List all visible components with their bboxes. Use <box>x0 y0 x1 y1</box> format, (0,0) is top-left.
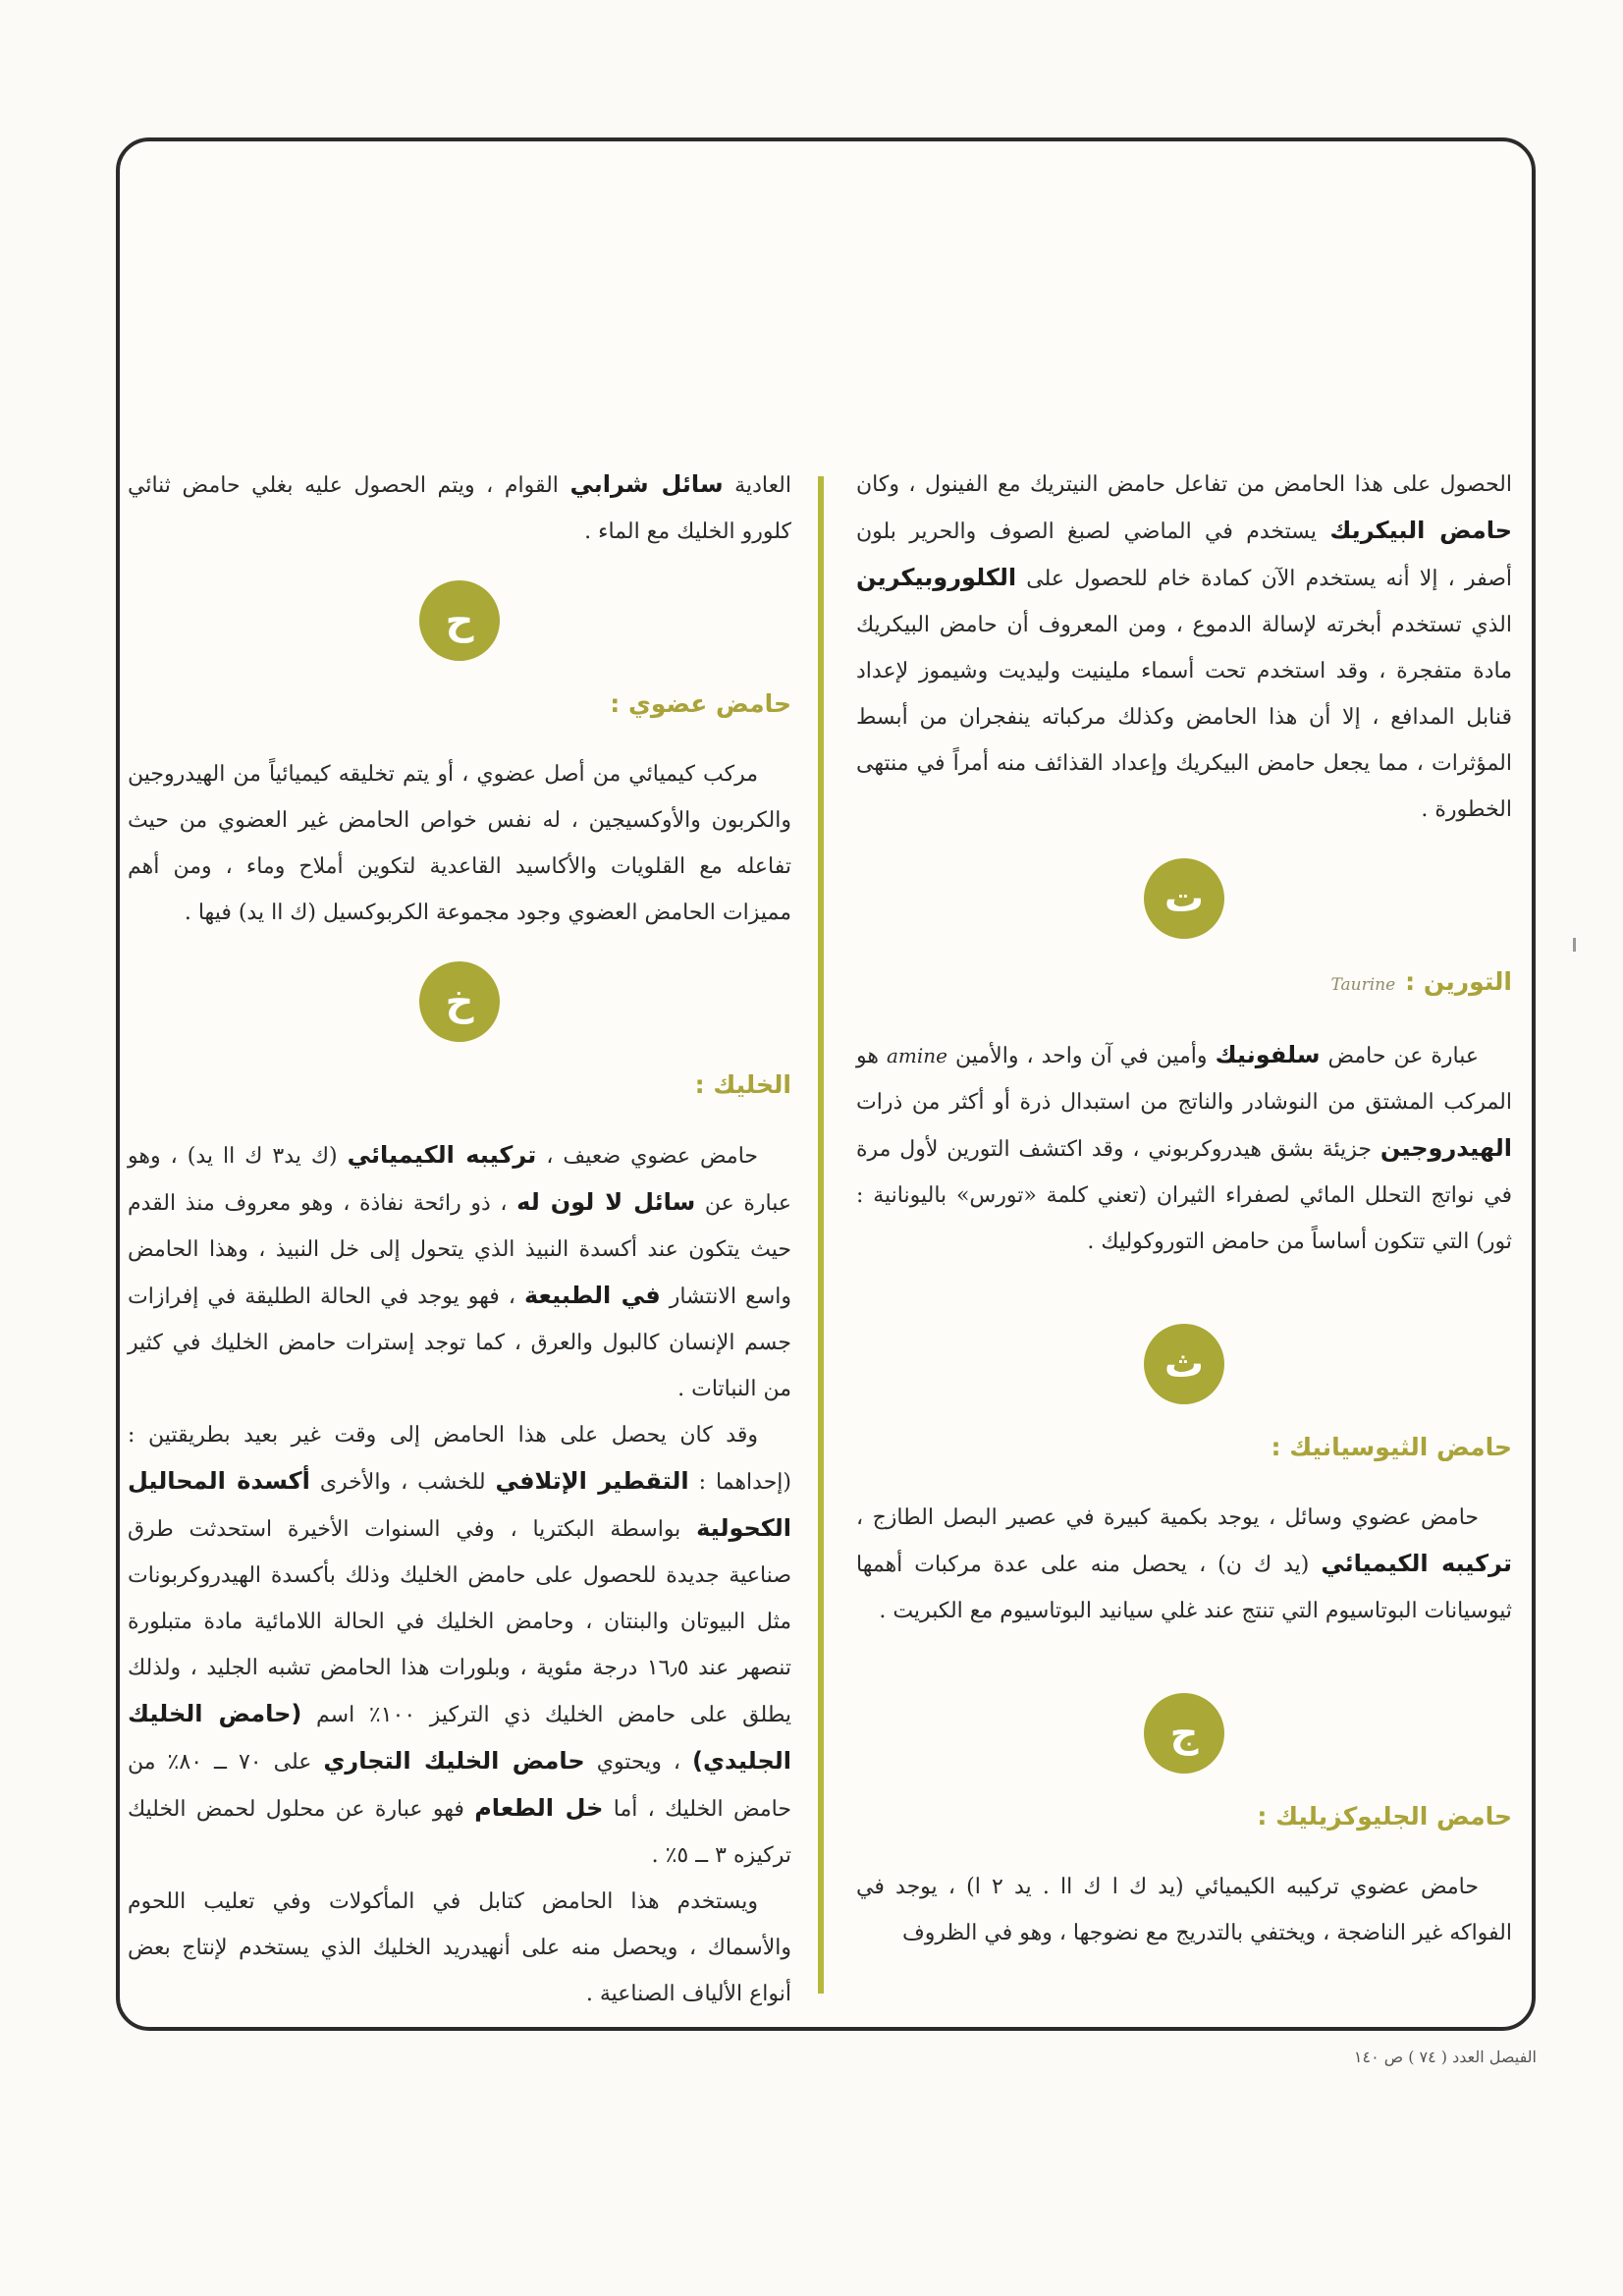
page-footer: الفيصل العدد ( ٧٤ ) ص ١٤٠ <box>1353 2048 1537 2066</box>
text-run: بواسطة البكتريا ، وفي السنوات الأخيرة استحدثت طرق صناعية جديدة للحصول على حامض الخليك وذلك بأكسدة الهيدروكربونات مثل البيوتان والبنتان ، وحامض الخليك في الحالة اللامائية مادة متبلورة تنصهر عند ١٦٫٥ درجة مئوية ، وبلورات هذا الحامض تشبه الجليد ، ولذلك يطلق على حامض الخليك ذي التركيز ١٠٠٪ اسم <box>128 1517 791 1727</box>
picric-acid-paragraph <box>856 462 1512 833</box>
letter-badge-kha: خ <box>419 961 500 1042</box>
text-run: الذي تستخدم أبخرته لإسالة الدموع ، ومن المعروف أن حامض البيكريك مادة متفجرة ، وقد استخدم تحت أسماء ملينيت وليديت وشيموز لإعداد قنابل المدافع ، إلا أن هذا الحامض وكذلك مركباته ينفجران من أبسط المؤثرات ، مما يجعل حامض البيكريك وإعداد القذائف منه أمراً في منتهى الخطورة . <box>856 613 1512 822</box>
organic-acid-paragraph: مركب كيميائي من أصل عضوي ، أو يتم تخليقه كيميائياً من الهيدروجين والكربون والأوكسيجين ، له نفس خواص الحامض غير العضوي من حيث تفاعله مع القلويات والأكاسيد القاعدية لتكوين أملاح وماء ، ومن أهم مميزات الحامض العضوي وجود مجموعة الكربوكسيل (ك اا يد) فيها . <box>128 762 791 925</box>
text-run: يستخدم في الماضي لصبغ الصوف والحرير بلون أصفر ، إلا أنه يستخدم الآن كمادة خام للحصول على <box>856 519 1512 591</box>
term-commercial-acetic-acid: حامض الخليك التجاري <box>323 1747 585 1775</box>
glyoxylic-continuation <box>128 462 791 555</box>
heading-thiocyanic: حامض الثيوسيانيك : <box>1271 1433 1512 1461</box>
text-run: هو المركب المشتق من النوشادر والناتج من استبدال ذرة أو أكثر من ذرات <box>856 1044 1512 1115</box>
text-run: ، فهو يوجد في الحالة الطليقة في إفرازات جسم الإنسان كالبول والعرق ، كما توجد إسترات حامض الخليك في كثير من النباتات . <box>128 1285 791 1401</box>
text-run: حامض عضوي تركيبه الكيميائي (يد ك ا ك اا . يد ٢ ا) ، يوجد في الفواكه غير الناضجة ، ويختفي بالتدريج مع نضوجها ، وهو في الظروف <box>856 1875 1512 1945</box>
term-glacial-acetic-acid: (حامض الخليك الجليدي) <box>128 1700 791 1775</box>
heading-text: التورين : <box>1405 967 1512 996</box>
heading-glyoxylic: حامض الجليوكزيليك : <box>1257 1802 1512 1831</box>
heading-acetic: الخليك : <box>694 1070 791 1099</box>
right-column <box>856 462 1512 1956</box>
heading-latin: Taurine <box>1330 975 1396 995</box>
term-chemical-formula: تركيبه الكيميائي <box>347 1141 537 1169</box>
edge-mark <box>1573 938 1576 952</box>
acetic-paragraph-3: ويستخدم هذا الحامض كتابل في المأكولات وفي تعليب اللحوم والأسماك ، ويحصل منه على أنهيدريد الخليك الذي يستخدم لإنتاج بعض أنواع الألياف الصناعية . <box>128 1889 791 2006</box>
text-run: ، ذو رائحة نفاذة ، وهو معروف منذ القدم حيث يتكون عند أكسدة النبيذ الذي يتحول إلى خل النبيذ ، وهذا الحامض واسع الانتشار <box>128 1191 791 1309</box>
latin-term-amine: amine <box>886 1044 947 1067</box>
text-run: العادية <box>723 473 791 498</box>
text-run: للخشب ، والأخرى <box>309 1470 496 1495</box>
text-run: القوام ، ويتم الحصول عليه بغلي حامض ثنائي كلورو الخليك مع الماء . <box>128 473 791 544</box>
acetic-paragraph-1 <box>128 1132 791 1412</box>
term-in-nature: في الطبيعة <box>523 1282 661 1309</box>
term-picric-acid: حامض البيكريك <box>1329 517 1513 544</box>
text-run: (ك يد٣ ك اا يد) ، وهو عبارة عن <box>128 1144 791 1216</box>
text-run: الحصول على هذا الحامض من تفاعل حامض النيتريك مع الفينول ، وكان <box>856 472 1512 497</box>
glyoxylic-paragraph <box>856 1864 1512 1956</box>
term-chemical-formula: تركيبه الكيميائي <box>1321 1550 1512 1577</box>
column-divider <box>818 476 824 1994</box>
taurine-paragraph <box>856 1032 1512 1265</box>
left-column <box>128 462 791 2017</box>
letter-badge-ta: ت <box>1144 858 1224 939</box>
heading-taurine <box>856 960 1512 1007</box>
thiocyanic-paragraph <box>856 1495 1512 1634</box>
letter-badge-ha: ح <box>419 580 500 661</box>
acetic-paragraph-2 <box>128 1412 791 1879</box>
term-syrupy-liquid: سائل شرابي <box>569 470 724 498</box>
text-run: وقد كان يحصل على هذا الحامض إلى وقت غير بعيد بطريقتين : (إحداهما : <box>128 1423 791 1495</box>
text-run: عبارة عن حامض <box>1320 1044 1480 1068</box>
text-run: حامض عضوي وسائل ، يوجد بكمية كبيرة في عصير البصل الطازج ، <box>856 1505 1479 1530</box>
term-hydrogen: الهيدروجين <box>1380 1134 1512 1162</box>
term-sulfonic: سلفونيك <box>1215 1041 1321 1068</box>
term-alcohol-oxidation: أكسدة المحاليل الكحولية <box>128 1467 791 1542</box>
term-chloropicrin: الكلوروبيكرين <box>856 564 1017 591</box>
heading-organic-acid: حامض عضوي : <box>610 689 791 718</box>
letter-badge-jim: ج <box>1144 1693 1224 1774</box>
term-colorless-liquid: سائل لا لون له <box>516 1188 696 1216</box>
term-table-vinegar: خل الطعام <box>474 1794 604 1822</box>
text-run: ، ويحتوي <box>584 1750 693 1775</box>
text-run: فهو عبارة عن محلول لحمض الخليك تركيزه ٣ ــ ٥٪ . <box>128 1797 791 1868</box>
text-run: وأمين في آن واحد ، والأمين <box>947 1044 1216 1068</box>
term-destructive-distillation: التقطير الإتلافي <box>495 1467 689 1495</box>
text-run: حامض عضوي ضعيف ، <box>536 1144 759 1169</box>
text-run: (يد ك ن) ، يحصل منه على عدة مركبات أهمها ثيوسيانات البوتاسيوم التي تنتج عند غلي سيانيد البوتاسيوم مع الكبريت . <box>856 1553 1512 1623</box>
letter-badge-tha: ث <box>1144 1324 1224 1404</box>
text-run: على ٧٠ ــ ٨٠٪ من حامض الخليك ، أما <box>128 1750 791 1822</box>
text-run: جزيئة بشق هيدروكربوني ، وقد اكتشف التورين لأول مرة في نواتج التحلل المائي لصفراء الثيران (تعني كلمة «تورس» باليونانية : ثور) التي تتكون أساساً من حامض التوروكوليك . <box>856 1137 1512 1254</box>
